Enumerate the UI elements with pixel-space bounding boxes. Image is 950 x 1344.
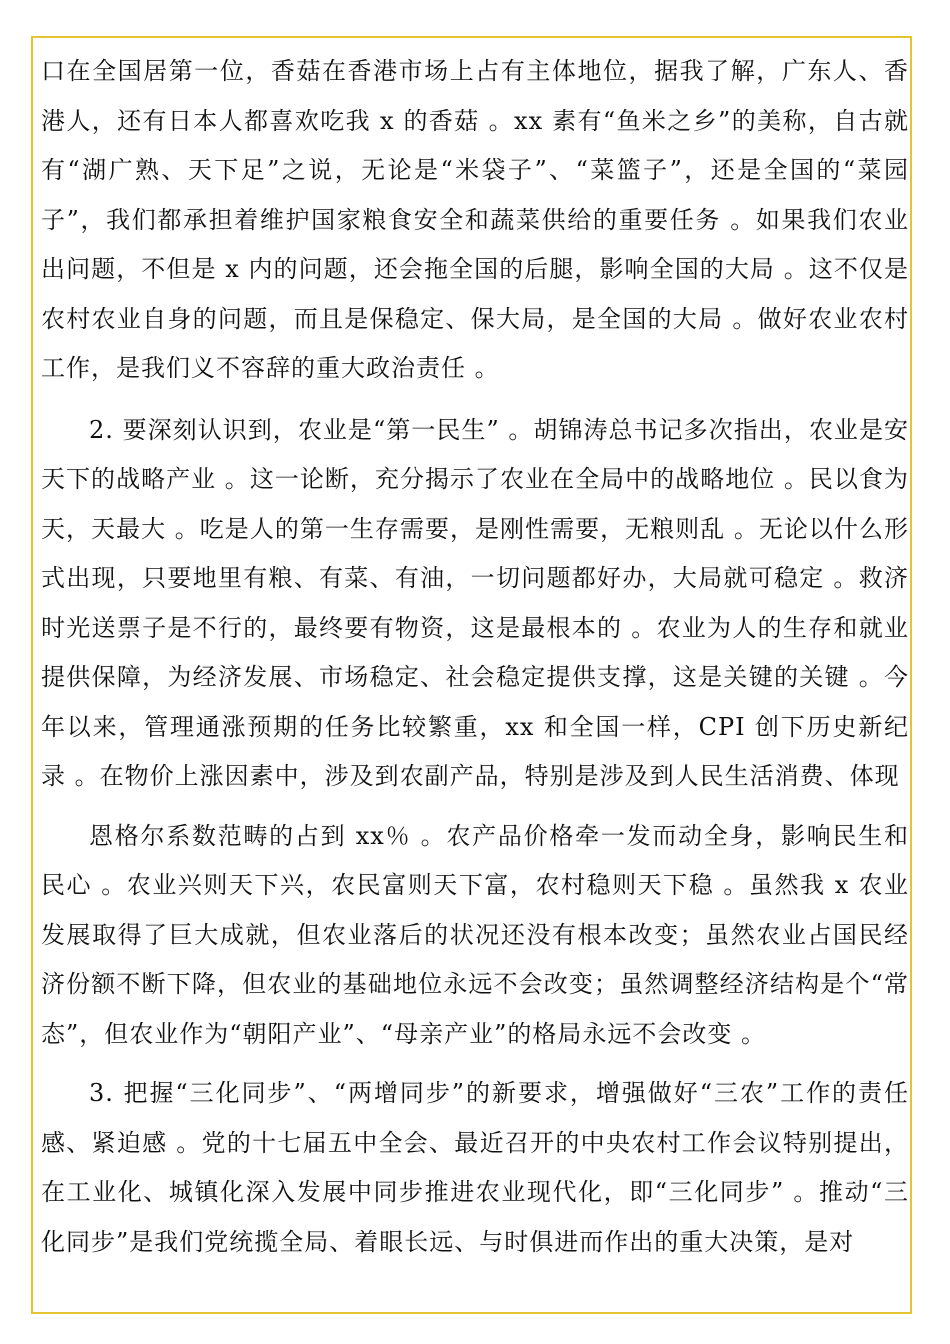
paragraph-4: 3. 把握“三化同步”、“两增同步”的新要求，增强做好“三农”工作的责任感、紧迫感 。党的十七届五中全会、最近召开的中央农村工作会议特别提出，在工业化、城镇化深入发展中同步推进农业现代化，即“三化同步” 。推动“三化同步”是我们党统揽全局、着眼长远、与时俱进而作出的重大决策，是对 <box>41 1079 909 1256</box>
paragraph-1: 口在全国居第一位，香菇在香港市场上占有主体地位，据我了解，广东人、香港人，还有日本人都喜欢吃我 x 的香菇 。xx 素有“鱼米之乡”的美称，自古就有“湖广熟、天下足”之说，无论是“米袋子”、“菜篮子”，还是全国的“菜园子”，我们都承担着维护国家粮食安全和蔬菜供给的重要任务 。如果我们农业出问题，不但是 x 内的问题，还会拖全国的后腿，影响全国的大局 。这不仅是农村农业自身的问题，而且是保稳定、保大局，是全国的大局 。做好农业农村工作，是我们义不容辞的重大政治责任 。 <box>41 57 909 382</box>
document-body <box>41 47 909 1267</box>
paragraph-3: 恩格尔系数范畴的占到 xx％ 。农产品价格牵一发而动全身，影响民生和民心 。农业兴则天下兴，农民富则天下富，农村稳则天下稳 。虽然我 x 农业发展取得了巨大成就，但农业落后的状况还没有根本改变；虽然农业占国民经济份额不断下降，但农业的基础地位永远不会改变；虽然调整经济结构是个“常态”，但农业作为“朝阳产业”、“母亲产业”的格局永远不会改变 。 <box>41 821 909 1048</box>
paragraph-2: 2. 要深刻认识到，农业是“第一民生” 。胡锦涛总书记多次指出，农业是安天下的战略产业 。这一论断，充分揭示了农业在全局中的战略地位 。民以食为天，天最大 。吃是人的第一生存需要，是刚性需要，无粮则乱 。无论以什么形式出现，只要地里有粮、有菜、有油，一切问题都好办，大局就可稳定 。救济时光送票子是不行的，最终要有物资，这是最根本的 。农业为人的生存和就业提供保障，为经济发展、市场稳定、社会稳定提供支撑，这是关键的关键 。今年以来，管理通涨预期的任务比较繁重，xx 和全国一样，CPI 创下历史新纪录 。在物价上涨因素中，涉及到农副产品，特别是涉及到人民生活消费、体现 <box>41 415 909 790</box>
